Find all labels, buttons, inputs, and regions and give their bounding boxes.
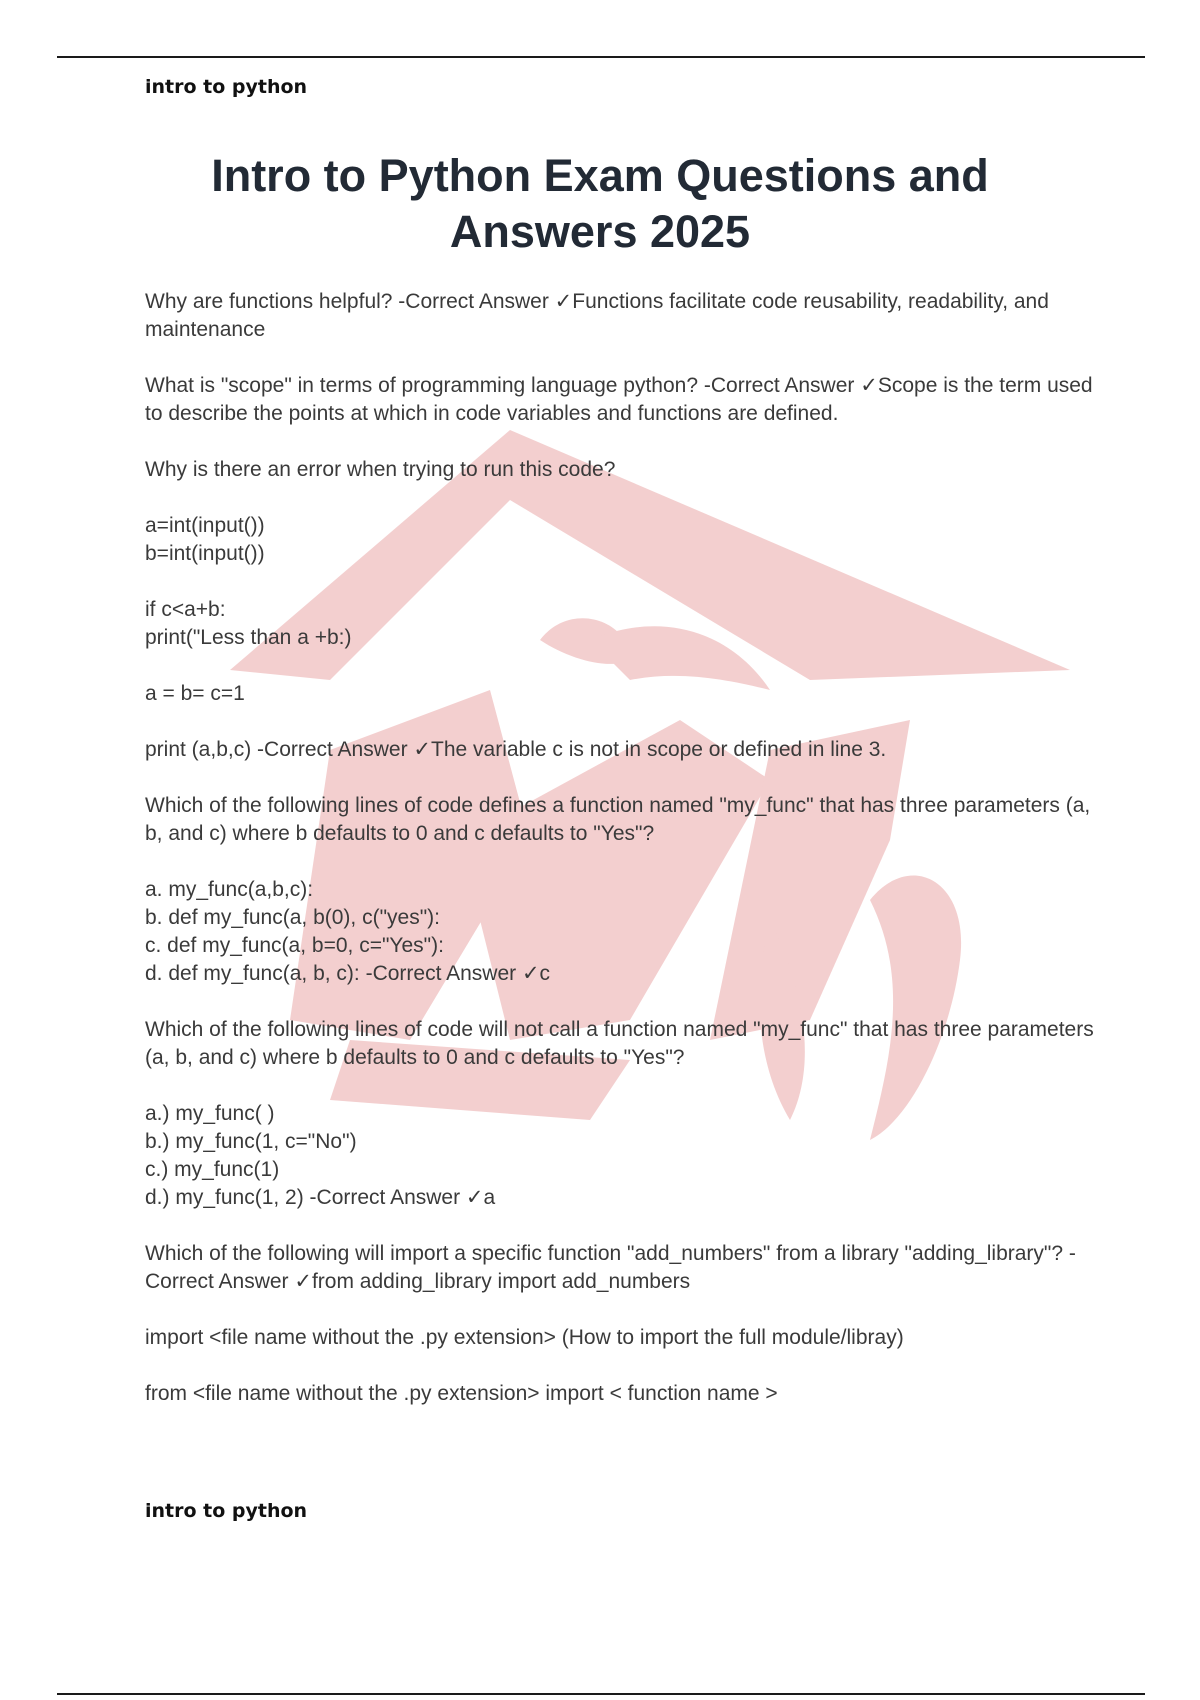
note-import-module: import <file name without the .py extension> (How to import the full module/libray) xyxy=(145,1326,904,1349)
page-footer: intro to python xyxy=(145,1500,308,1522)
code-line: a=int(input()) xyxy=(145,514,265,537)
code-line: if c<a+b: xyxy=(145,598,226,621)
question-4-options xyxy=(145,876,1095,988)
page-title xyxy=(100,148,1100,260)
option-item: b.) my_func(1, c="No") xyxy=(145,1130,357,1153)
question-3-code-line-3: a = b= c=1 xyxy=(145,682,245,705)
question-6: Which of the following will import a specific function "add_numbers" from a library "adding_library"? -Correct Answer ✓from adding_library import add_numbers xyxy=(145,1242,1076,1293)
title-line-2: Answers 2025 xyxy=(449,206,751,257)
question-3-answer: print (a,b,c) -Correct Answer ✓The variable c is not in scope or defined in line 3. xyxy=(145,738,887,761)
question-1: Why are functions helpful? -Correct Answer ✓Functions facilitate code reusability, readability, and maintenance xyxy=(145,290,1049,341)
option-item: d.) my_func(1, 2) -Correct Answer ✓a xyxy=(145,1186,496,1209)
note-import-function: from <file name without the .py extension> import < function name > xyxy=(145,1382,778,1405)
bottom-rule xyxy=(57,1693,1145,1695)
title-line-1: Intro to Python Exam Questions and xyxy=(211,150,989,201)
option-item: d. def my_func(a, b, c): -Correct Answer ✓c xyxy=(145,962,551,985)
qa-content xyxy=(145,288,1095,1436)
question-3-code-block-2 xyxy=(145,596,1095,652)
question-5-prompt: Which of the following lines of code will not call a function named "my_func" that has three parameters (a, b, and c) where b defaults to 0 and c defaults to "Yes"? xyxy=(145,1018,1094,1069)
question-3-code-block-1 xyxy=(145,512,1095,568)
option-item: b. def my_func(a, b(0), c("yes"): xyxy=(145,906,441,929)
code-line: b=int(input()) xyxy=(145,542,265,565)
page-header: intro to python xyxy=(145,76,308,98)
option-item: a. my_func(a,b,c): xyxy=(145,878,314,901)
question-5-options xyxy=(145,1100,1095,1212)
code-line: print("Less than a +b:) xyxy=(145,626,352,649)
option-item: a.) my_func( ) xyxy=(145,1102,275,1125)
option-item: c. def my_func(a, b=0, c="Yes"): xyxy=(145,934,444,957)
question-3-prompt: Why is there an error when trying to run this code? xyxy=(145,458,616,481)
question-2: What is "scope" in terms of programming language python? -Correct Answer ✓Scope is the term used to describe the points at which in code variables and functions are defined. xyxy=(145,374,1093,425)
question-4-prompt: Which of the following lines of code defines a function named "my_func" that has three parameters (a, b, and c) where b defaults to 0 and c defaults to "Yes"? xyxy=(145,794,1091,845)
option-item: c.) my_func(1) xyxy=(145,1158,280,1181)
top-rule xyxy=(57,56,1145,58)
